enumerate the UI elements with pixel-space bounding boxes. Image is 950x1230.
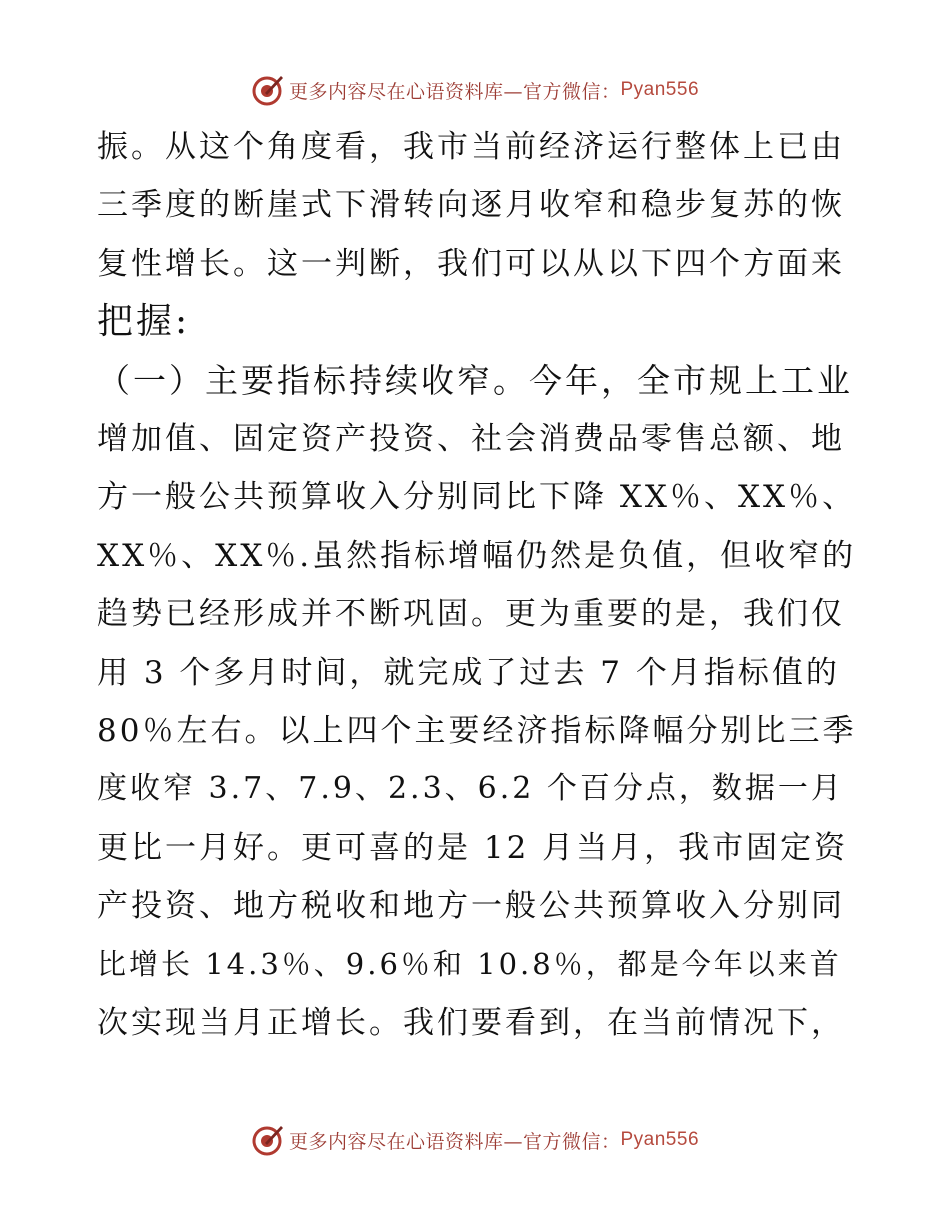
text-line: 把握: xyxy=(97,301,191,343)
watermark-id: Pyan556 xyxy=(620,1129,700,1150)
text-line: 80％左右。以上四个主要经济指标降幅分别比三季 xyxy=(97,712,857,749)
document-body xyxy=(97,118,857,1052)
watermark-text: 更多内容尽在心语资料库—官方微信： xyxy=(288,1130,621,1153)
text-line: XX％、XX％.虽然指标增幅仍然是负值，但收窄的 xyxy=(97,537,857,574)
text-line: 振。从这个角度看，我市当前经济运行整体上已由 xyxy=(97,129,845,165)
text-line: 用 3 个多月时间，就完成了过去 7 个月指标值的 xyxy=(97,654,840,691)
text-line: 趋势已经形成并不断巩固。更为重要的是，我们仅 xyxy=(97,596,845,633)
header-watermark xyxy=(0,68,950,112)
text-line: 产投资、地方税收和地方一般公共预算收入分别同 xyxy=(97,888,845,925)
text-line: 复性增长。这一判断，我们可以从以下四个方面来 xyxy=(97,245,845,282)
section-heading-line: （一）主要指标持续收窄。今年，全市规上工业 xyxy=(97,360,853,400)
text-line: 比增长 14.3％、9.6％和 10.8％，都是今年以来首 xyxy=(97,947,842,982)
watermark-text: 更多内容尽在心语资料库—官方微信： xyxy=(288,80,621,103)
footer-watermark xyxy=(0,1118,950,1162)
watermark-id: Pyan556 xyxy=(620,79,700,100)
text-line: 三季度的断崖式下滑转向逐月收窄和稳步复苏的恢 xyxy=(97,187,845,224)
text-line: 增加值、固定资产投资、社会消费品零售总额、地 xyxy=(97,420,845,457)
text-line: 度收窄 3.7、7.9、2.3、6.2 个百分点，数据一月 xyxy=(97,771,844,807)
text-line: 次实现当月正增长。我们要看到，在当前情况下， xyxy=(97,1004,845,1041)
quill-logo-icon xyxy=(251,1123,285,1157)
text-line: 方一般公共预算收入分别同比下降 XX％、XX％、 xyxy=(97,479,857,516)
quill-logo-icon xyxy=(251,73,285,107)
text-line: 更比一月好。更可喜的是 12 月当月，我市固定资 xyxy=(97,829,849,866)
